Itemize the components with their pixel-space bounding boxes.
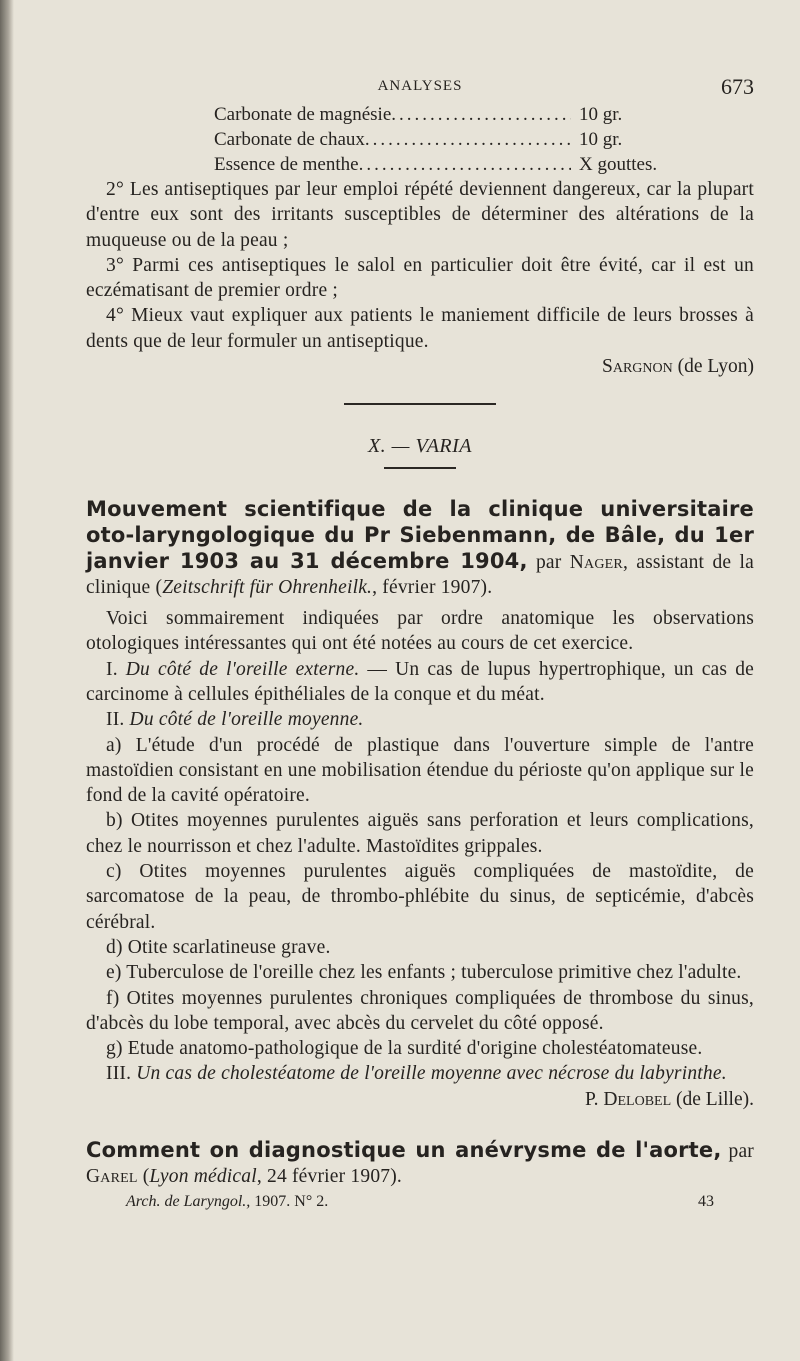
article-author-affiliation: , assistant de la clinique ( (86, 552, 754, 599)
recipe-quantity: 10 gr. (579, 104, 623, 125)
item-ii-b: b) Otites moyennes purulentes aiguës sans perforation et leurs complications, chez le nourrisson et chez l'adulte. Mastoïdites grippales. (86, 810, 754, 857)
item-ii-d: d) Otite scarlatineuse grave. (106, 936, 331, 958)
paragraph-point-2: 2° Les antiseptiques par leur emploi répété deviennent dangereux, car la plupart d'entre eux sont des irritants susceptibles de déterminer des altérations de la muqueuse ou de la peau ; (86, 179, 754, 251)
article-date: , février 1907). (372, 577, 493, 599)
item-i (86, 657, 754, 708)
footer-issue: 1907. N° 2. (254, 1192, 329, 1210)
page-footer (86, 1193, 754, 1211)
recipe-row (214, 152, 684, 177)
author-signature (86, 354, 754, 379)
article-by: par (535, 552, 562, 574)
article-title: Mouvement scientifique de la clinique universitaire oto-laryngologique du Pr Siebenmann, de Bâle, du 1er janvier 1903 au 31 décembre 1904, (86, 497, 754, 574)
item-iii-title: Un cas de cholestéatome de l'oreille moyenne avec nécrose du labyrinthe. (136, 1063, 727, 1085)
item-ii-a: a) L'étude d'un procédé de plastique dans l'ouverture simple de l'antre mastoïdien consistant en une mobilisation étendue du périoste qu'on applique sur le fond de la cavité opératoire. (86, 734, 754, 807)
recipe-row (214, 102, 684, 127)
footer-signature-mark: 43 (698, 1192, 714, 1210)
item-ii-f: f) Otites moyennes purulentes chroniques compliquées de thrombose du sinus, d'abcès du lobe temporal, avec abcès du cervelet du côté opposé. (86, 987, 754, 1034)
signature-place: (de Lyon) (677, 356, 754, 378)
item-ii-number: II. (106, 709, 130, 731)
footer-journal-name: Arch. de Laryngol., (126, 1192, 251, 1210)
item-ii-c: c) Otites moyennes purulentes aiguës compliquées de mastoïdite, de sarcomatose de la peau, de thrombo-phlébite du sinus, de septicémie, d'abcès cérébral. (86, 861, 754, 933)
article-journal: Zeitschrift für Ohrenheilk. (162, 577, 373, 599)
leader-dots (391, 102, 571, 127)
item-ii-e: e) Tuberculose de l'oreille chez les enfants ; tuberculose primitive chez l'adulte. (106, 962, 742, 984)
recipe-row (214, 127, 684, 152)
section-rule (344, 403, 496, 405)
recipe-ingredient: Essence de menthe (214, 154, 359, 175)
paragraph-point-4: 4° Mieux vaut expliquer aux patients le maniement difficile de leurs brosses à dents que de leur formuler un antiseptique. (86, 305, 754, 352)
article-journal: Lyon médical (149, 1165, 257, 1187)
footer-journal (126, 1193, 328, 1211)
signature-place: (de Lille). (671, 1088, 754, 1110)
recipe-quantity: X gouttes. (579, 154, 658, 175)
recipe-ingredient: Carbonate de magnésie (214, 104, 392, 125)
item-i-text: — Un cas de lupus hypertrophique, un cas de carcinome à cellules épithéliales de la conque et du méat. (86, 658, 754, 705)
item-i-title: Du côté de l'oreille externe. (125, 658, 360, 680)
item-ii-title: Du côté de l'oreille moyenne. (129, 709, 364, 731)
leader-dots (365, 127, 571, 152)
article-author: Nager (569, 552, 623, 574)
recipe-ingredient: Carbonate de chaux (214, 129, 365, 150)
item-iii-number: III. (106, 1063, 137, 1085)
running-title: ANALYSES (377, 78, 463, 94)
signature-initial: P. (584, 1088, 604, 1110)
author-signature (86, 1087, 754, 1112)
item-ii (86, 707, 754, 732)
running-head (86, 70, 754, 100)
article-title: Comment on diagnostique un anévrysme de l'aorte, (86, 1137, 722, 1162)
signature-name: Sargnon (602, 356, 673, 378)
recipe-list (214, 102, 684, 177)
page-number: 673 (721, 74, 754, 99)
page-binding-edge (0, 0, 14, 1361)
article-by: par (721, 1140, 754, 1162)
item-i-number: I. (106, 658, 126, 680)
paragraph-point-3: 3° Parmi ces antiseptiques le salol en particulier doit être évité, car il est un eczématisant de premier ordre ; (86, 254, 754, 302)
recipe-quantity: 10 gr. (579, 129, 623, 150)
article-intro: Voici sommairement indiquées par ordre anatomique les observations otologiques intéressantes qui ont été notées au cours de cet exercice. (86, 608, 754, 655)
book-page (86, 70, 754, 1211)
article-date: , 24 février 1907). (256, 1165, 402, 1187)
article-heading (86, 497, 754, 600)
section-title: X. — VARIA (367, 435, 473, 458)
item-iii (86, 1061, 754, 1086)
item-ii-g: g) Etude anatomo-pathologique de la surdité d'origine cholestéatomateuse. (106, 1038, 703, 1060)
article-heading: Comment on diagnostique un anévrysme de l'aorte, par Garel (Lyon médical, 24 février 1907). (86, 1137, 754, 1187)
signature-name: Delobel (603, 1088, 672, 1110)
leader-dots (359, 152, 571, 177)
article-author: Garel (86, 1165, 138, 1187)
section-rule-short (384, 467, 456, 469)
